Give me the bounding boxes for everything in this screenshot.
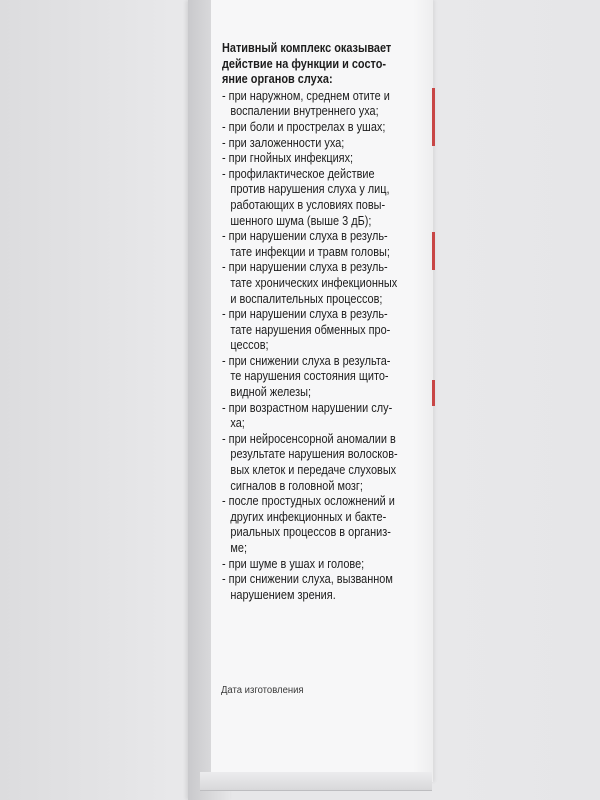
indication-line: против нарушения слуха у лиц, — [230, 181, 390, 197]
indication-line: - при снижении слуха, вызванном — [222, 571, 393, 587]
indication-line: ха; — [230, 415, 245, 431]
indication-item — [222, 150, 420, 166]
indication-line: - при нарушении слуха в резуль- — [222, 228, 388, 244]
indications-heading — [222, 40, 420, 87]
indication-line: шенного шума (выше 3 дБ); — [230, 212, 372, 228]
indication-item — [222, 400, 420, 431]
red-design-strip — [432, 380, 435, 406]
indication-item — [222, 431, 420, 493]
indication-item — [222, 228, 420, 259]
heading-line: Нативный комплекс оказывает — [222, 40, 392, 55]
indication-line: ме; — [230, 540, 248, 555]
indication-line: риальных процессов в организ- — [230, 524, 391, 540]
indication-line: тате хронических инфекционных — [230, 274, 398, 290]
indication-line: - при шуме в ушах и голове; — [222, 555, 365, 571]
indication-line: - при заложенности уха; — [222, 134, 345, 150]
indication-line: других инфекционных и бакте- — [230, 508, 387, 524]
indication-line: воспалении внутреннего уха; — [230, 103, 379, 119]
indication-line: - при боли и прострелах в ушах; — [222, 118, 386, 134]
background-right — [420, 0, 600, 800]
indication-line: цессов; — [230, 337, 269, 353]
indication-item — [222, 135, 420, 151]
indication-line: вых клеток и передаче слуховых — [230, 462, 397, 478]
indication-item — [222, 353, 420, 400]
indication-line: - при гнойных инфекциях; — [222, 150, 354, 166]
indication-item — [222, 306, 420, 353]
indication-item — [222, 166, 420, 228]
indication-item — [222, 119, 420, 135]
heading-line: яние органов слуха: — [222, 71, 333, 87]
indication-line: тате инфекции и травм головы; — [230, 243, 390, 259]
box-bottom-edge — [200, 772, 432, 791]
indication-line: - после простудных осложнений и — [222, 493, 395, 509]
indication-line: сигналов в головной мозг; — [230, 477, 363, 493]
manufacture-date-label: Дата изготовления — [221, 685, 304, 696]
indication-item — [222, 493, 420, 555]
indication-item — [222, 571, 420, 602]
indication-line: и воспалительных процессов; — [230, 290, 383, 306]
indications-list — [222, 88, 420, 603]
indication-line: - профилактическое действие — [222, 165, 375, 181]
indication-line: - при снижении слуха в результа- — [222, 352, 391, 368]
indication-line: работающих в условиях повы- — [230, 196, 386, 212]
indication-line: видной железы; — [230, 384, 312, 400]
indication-line: нарушением зрения. — [230, 586, 336, 602]
indication-line: те нарушения состояния щито- — [230, 368, 389, 384]
indication-line: тате нарушения обменных про- — [230, 321, 391, 337]
red-design-strip — [432, 232, 435, 270]
heading-line: действие на функции и состо- — [222, 55, 387, 71]
background-left — [0, 0, 188, 800]
indication-line: - при наружном, среднем отите и — [222, 87, 390, 103]
indication-item — [222, 88, 420, 119]
indication-line: - при нарушении слуха в резуль- — [222, 259, 388, 275]
indication-item — [222, 556, 420, 572]
indication-item — [222, 259, 420, 306]
indications-text-block — [222, 40, 420, 602]
indication-line: - при нарушении слуха в резуль- — [222, 306, 388, 322]
indication-line: результате нарушения волосков- — [230, 446, 398, 462]
indication-line: - при нейросенсорной аномалии в — [222, 430, 396, 446]
indication-line: - при возрастном нарушении слу- — [222, 399, 393, 415]
red-design-strip — [432, 88, 435, 146]
